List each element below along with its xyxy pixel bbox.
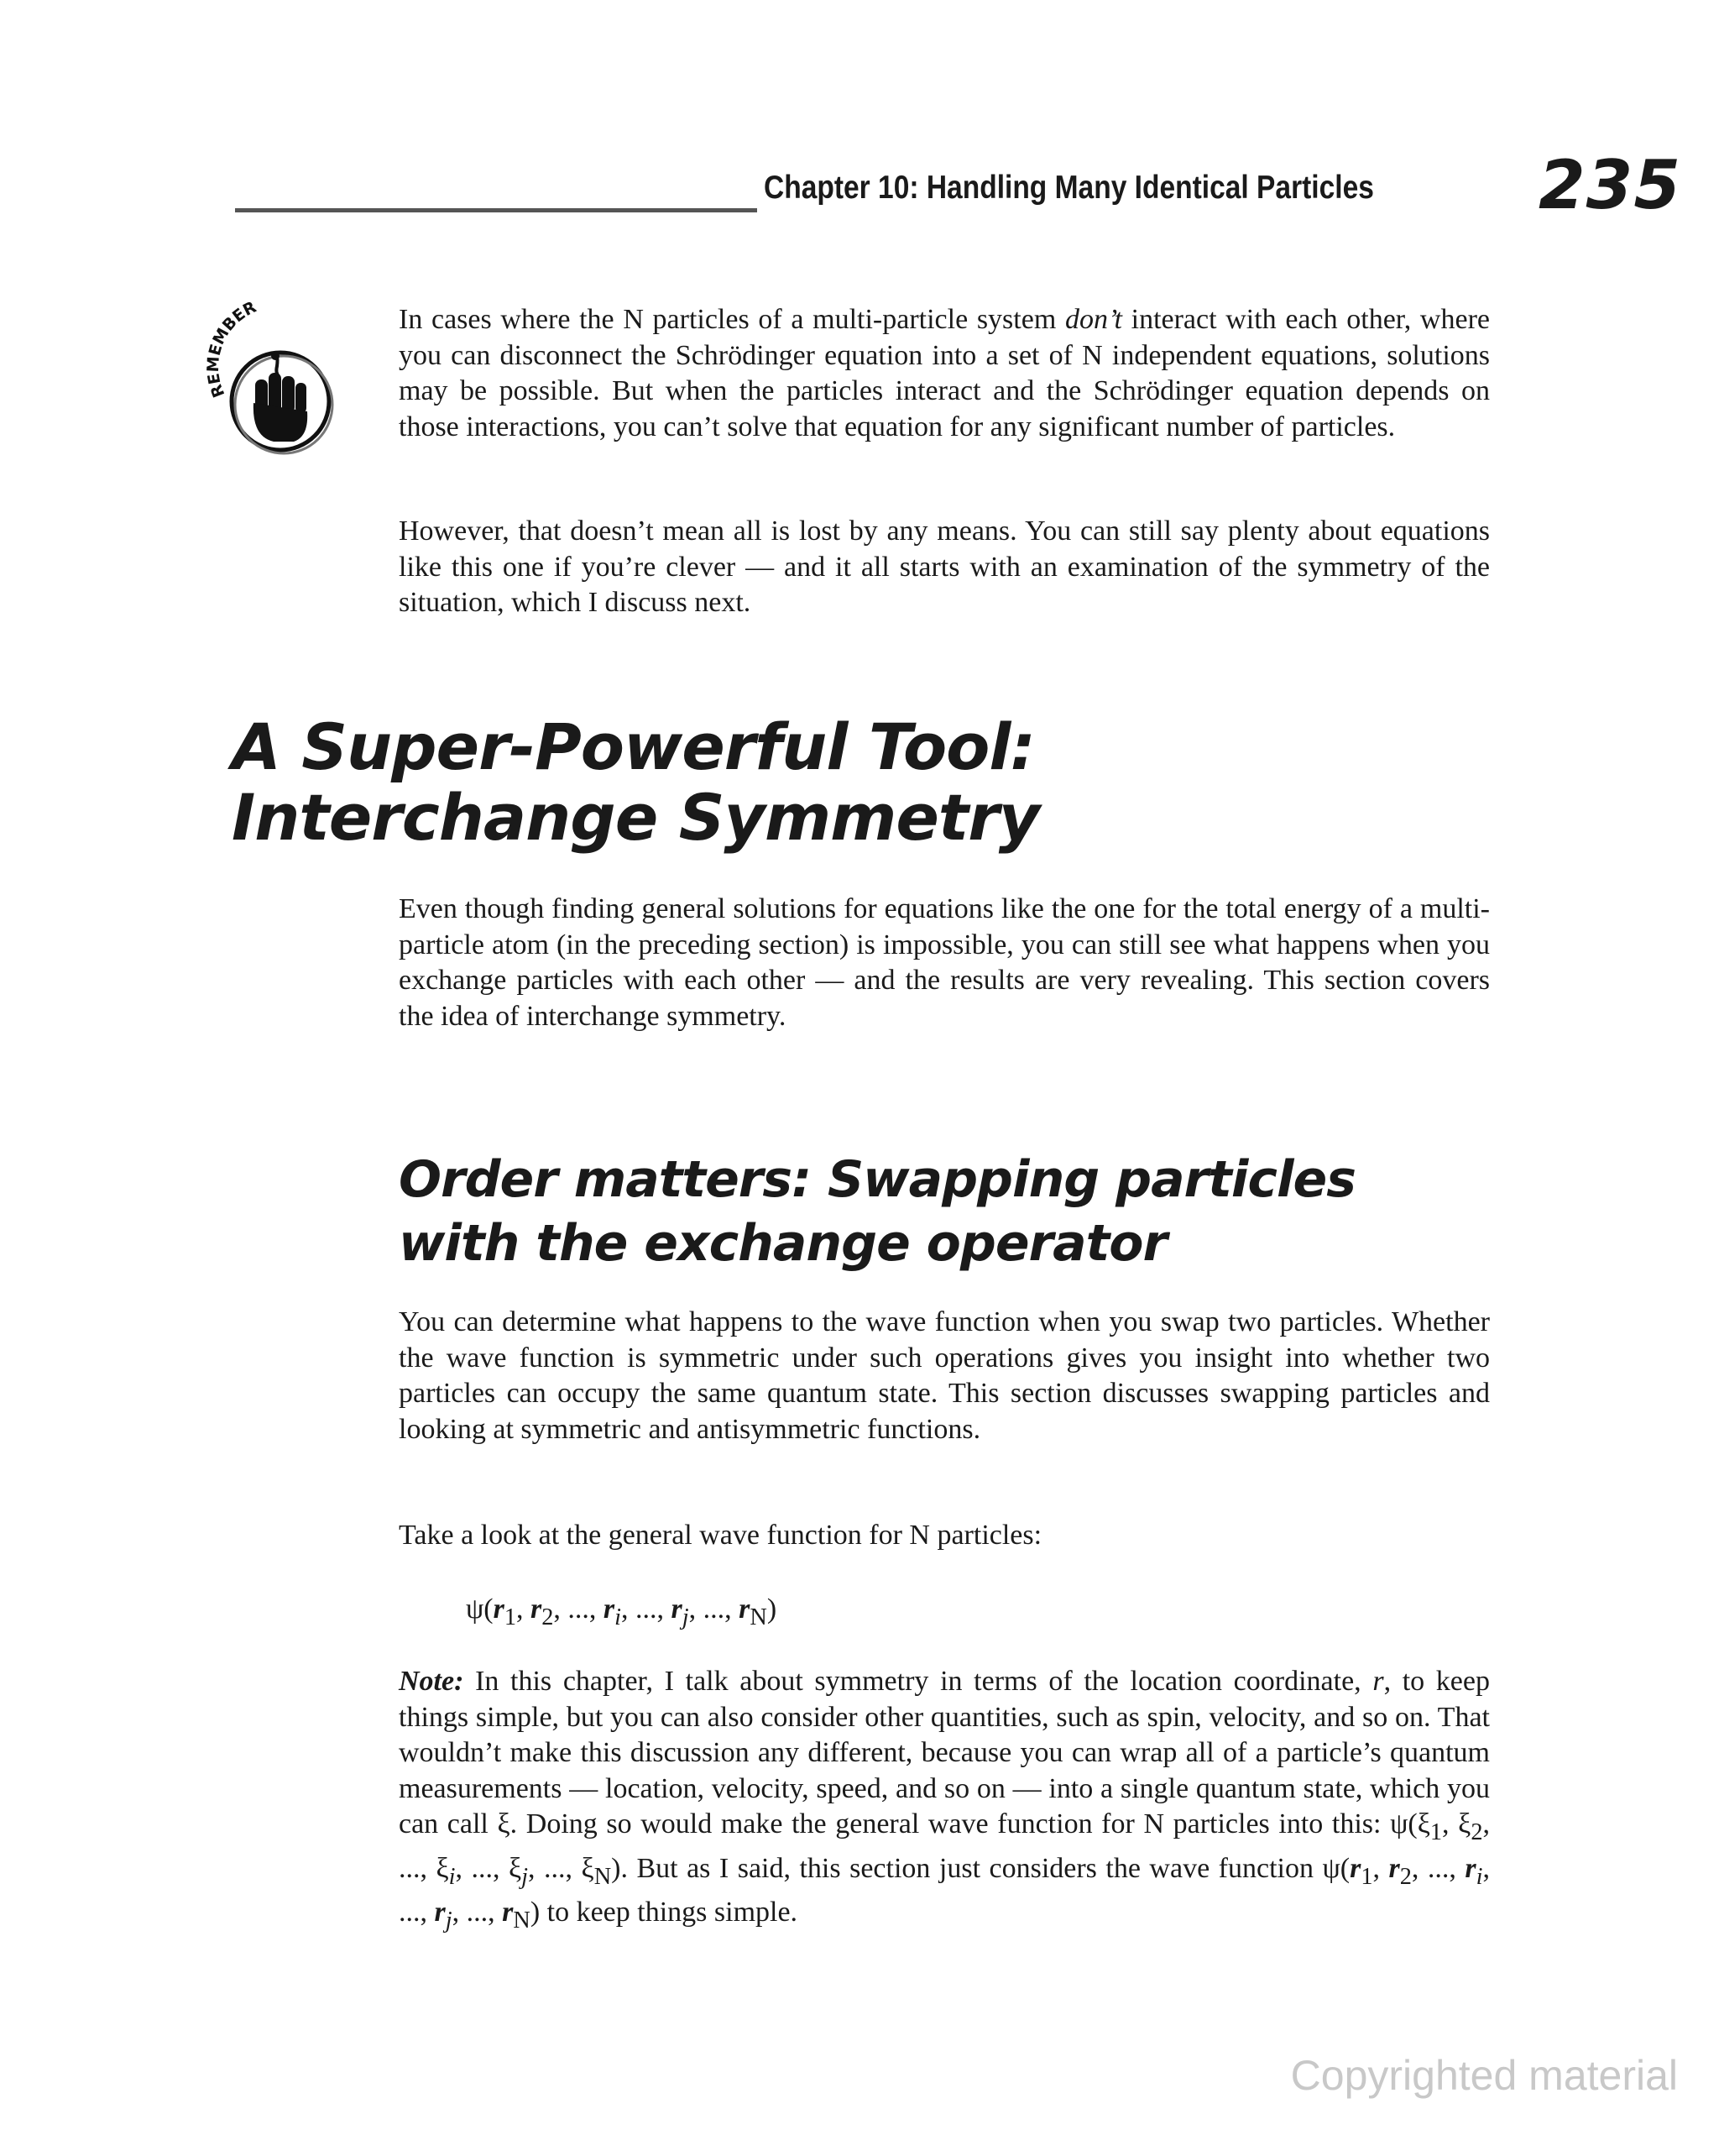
paragraph-swap: You can determine what happens to the wave function when you swap two particles. Whether the wave function is symmetric under such operations gives you insight into whether two particles can occupy the same quantum state. This section discusses swapping particles and looking at symmetric and antisymmetric functions. xyxy=(399,1306,1490,1445)
section-heading-line2: Interchange Symmetry xyxy=(232,780,1040,855)
running-head: Chapter 10: Handling Many Identical Particles xyxy=(764,170,1374,206)
section-heading xyxy=(232,709,1407,855)
paragraph-take-a-look: Take a look at the general wave function for N particles: xyxy=(399,1520,1042,1551)
remember-label: R EMBER xyxy=(206,302,259,400)
emphasis-dont: don’t xyxy=(1064,304,1122,335)
wave-function-equation: $\psi(r_1$, $r_2$, ..., $r_i$, ..., $r_j$, ..., $r_N$) xyxy=(466,1593,777,1630)
page-number: 235 xyxy=(1539,146,1681,224)
paragraph-however: However, that doesn’t mean all is lost by any means. You can still say plenty about equations like this one if you’re clever — and it all starts with an examination of the symmetry of the situation, which I discuss next. xyxy=(399,515,1490,619)
subsection-heading xyxy=(399,1148,1490,1275)
page-header xyxy=(235,146,1681,227)
remember-icon xyxy=(206,302,358,462)
note-label: Note: xyxy=(399,1666,464,1697)
paragraph-even-though: Even though finding general solutions for equations like the one for the total energy of a multi-particle atom (in the preceding section) is impossible, you can still see what happens when you exchange particles with each other — and the results are very revealing. This section covers the idea of interchange symmetry. xyxy=(399,893,1490,1032)
note-paragraph: Note: In this chapter, I talk about symmetry in terms of the location coordinate, r, to keep things simple, but you can also consider other quantities, such as spin, velocity, and so on. That wouldn’t make this discussion any different, because you can wrap all of a particle’s quantum measurements — location, velocity, speed, and so on — into a single quantum state, which you can call ξ. Doing so would make the general wave function for N particles into this: $\psi(\xi_1$, $\xi_2$, ..., $\xi_i$, ..., $\xi_j$, ..., $\xi_N$). But as I said, this section just considers the wave function $\psi(r_1$, $r_2$, ..., $r_i$, ..., $r_j$, ..., $r_N$) to keep things simple. xyxy=(399,1666,1490,1934)
copyright-watermark: Copyrighted material xyxy=(1290,2052,1678,2099)
header-rule xyxy=(235,208,757,212)
subsection-heading-line2: with the exchange operator xyxy=(399,1214,1168,1273)
section-heading-line1: A Super-Powerful Tool: xyxy=(232,709,1035,784)
raised-hand-icon xyxy=(206,302,358,462)
paragraph-intro: In cases where the N particles of a multi-particle system don’t interact with each other, where you can disconnect the Schrödinger equation into a set of N independent equations, solutions may be possible. But when the particles interact and the Schrödinger equation depends on those interactions, you can’t solve that equation for any significant number of particles. xyxy=(399,304,1490,442)
subsection-heading-line1: Order matters: Swapping particles xyxy=(399,1150,1356,1209)
